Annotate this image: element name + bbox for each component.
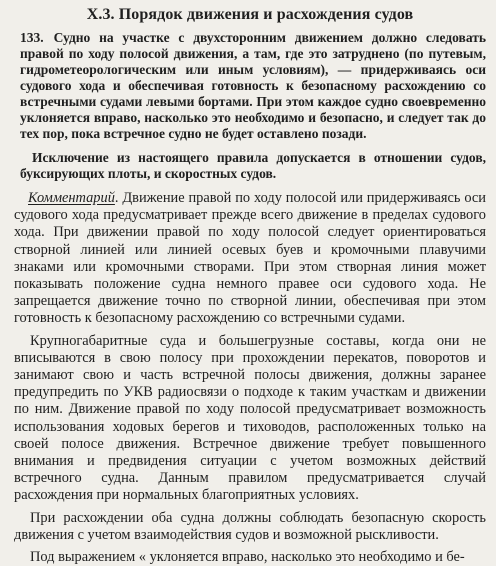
rule-133-text: [20, 30, 486, 142]
commentary-block: [14, 190, 486, 566]
commentary-first-text: . Движение правой по ходу полосой или придерживаясь оси судового хода предусматривает прежде всего движение в пределах судового хода. При движении правой по ходу полосой следует ориентироваться створной линией или линией осевых буев и кромочными плавучими знаками или кромочными створами. При этом створная линия может показывать положение судна немного правее оси судового хода. Не запрещается движение точно по створной линии, обеспечивая при этом готовность к безопасному расхождению со встречными судами.: [14, 190, 486, 327]
rule-body: Судно на участке с двухсторонним движением должно следовать правой по ходу полосой движения, а там, где это затруднено (по путевым, гидрометеорологическим или иным условиям), — придерживаясь оси судового хода и обеспечивая готовность к безопасному расхождению со встречными судами левыми бортами. При этом каждое судно своевременно уклоняется вправо, насколько это необходимо и безопасно, и следует так до тех пор, пока встречное судно не будет оставлено позади.: [20, 30, 486, 141]
commentary-paragraph: Под выражением « уклоняется вправо, насколько это необходимо и бе-: [30, 549, 465, 566]
commentary-paragraph: При расхождении оба судна должны соблюдать безопасную скорость движения с учетом взаимодействия судов и возможной рыскливости.: [14, 509, 486, 543]
section-heading: X.3. Порядок движения и расхождения судов: [86, 6, 414, 23]
rule-number: 133.: [20, 30, 44, 45]
commentary-label: Комментарий: [28, 190, 115, 206]
rule-exception: Исключение из настоящего правила допускается в отношении судов, буксирующих плоты, и скоростных судов.: [20, 150, 486, 181]
commentary-paragraph: Крупногабаритные суда и большегрузные составы, когда они не вписываются в свою полосу при прохождении перекатов, поворотов и занимают свою и часть встречной полосы движения, должны заранее предупредить по УКВ радиосвязи о подходе к таким участкам и движении по ним. Движение правой по ходу полосой предусматривает возможность использования ходовых берегов и тиховодов, расположенных только на своей полосе движения. Встречное движение требует повышенного внимания и предвидения ситуации с учетом возможных действий встречного судна. Данным правилом предусматривается случай расхождения при нормальных благоприятных условиях.: [14, 332, 486, 504]
commentary-paragraph: [14, 190, 486, 328]
